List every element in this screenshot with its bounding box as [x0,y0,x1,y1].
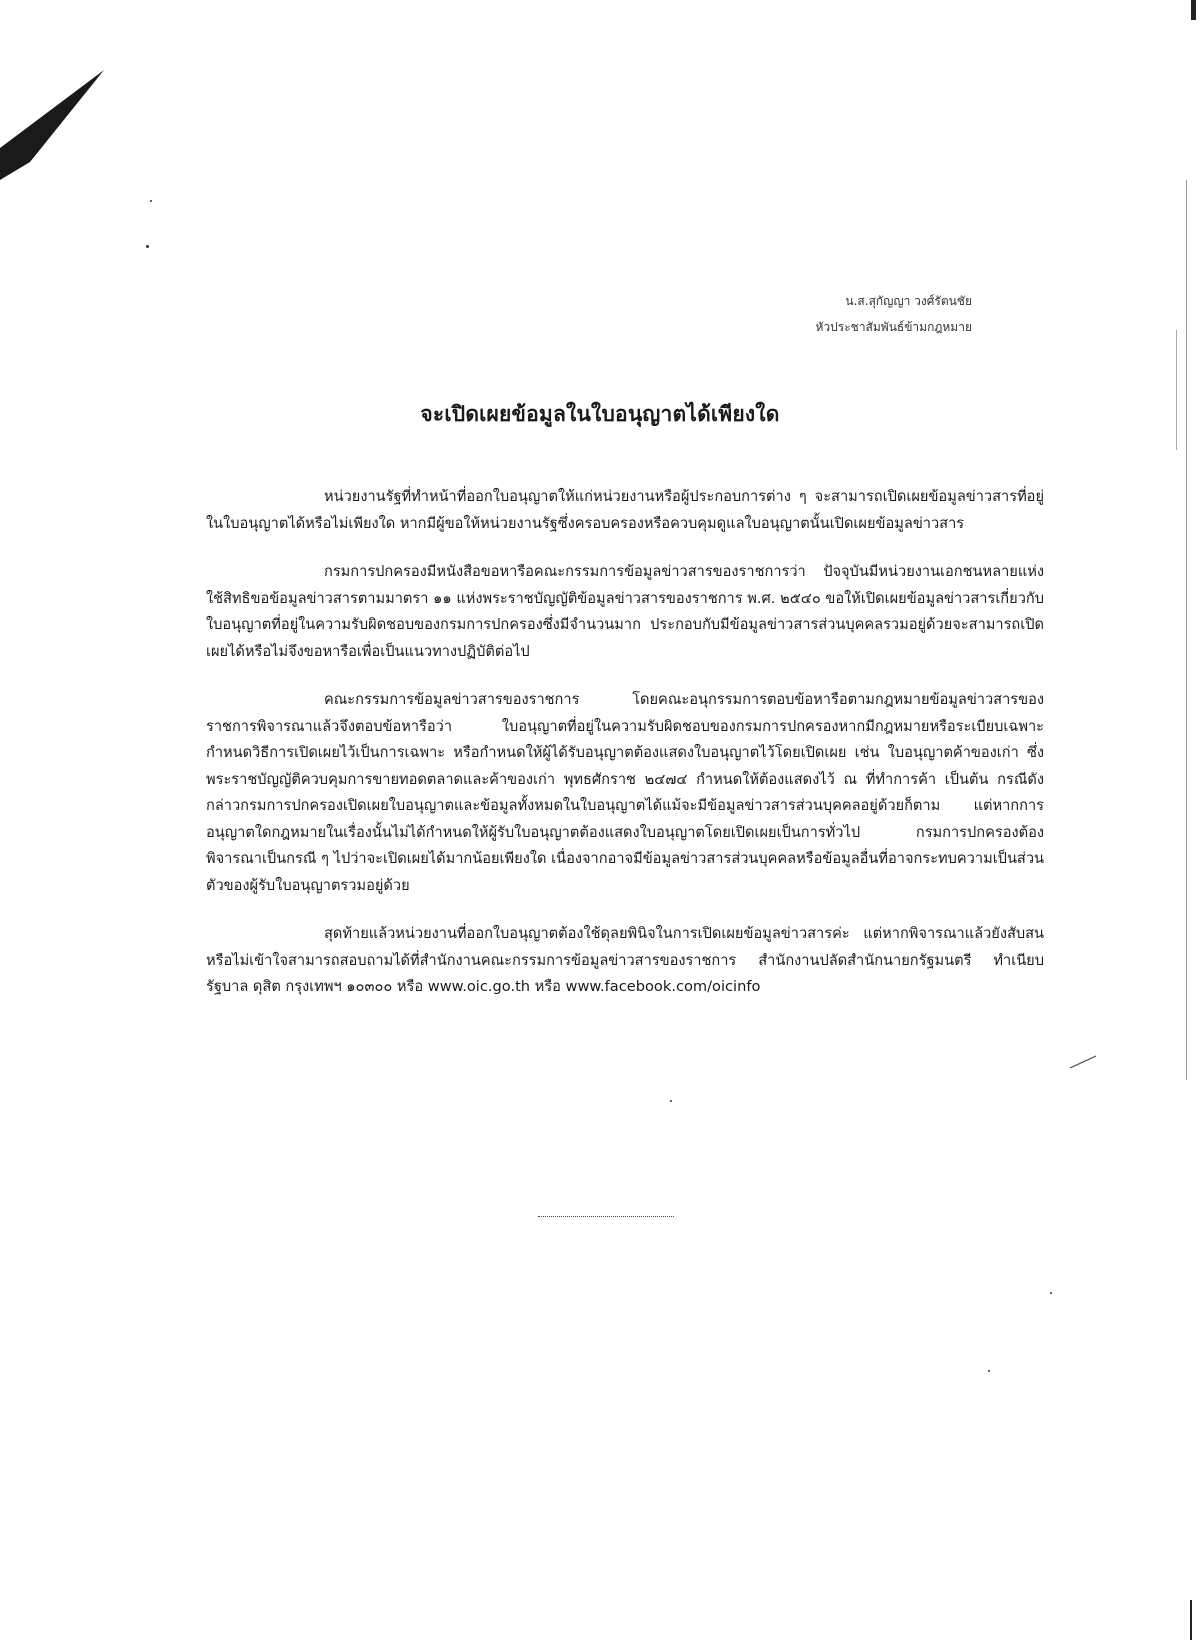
end-divider [538,1216,674,1217]
folded-corner-mark [0,70,120,180]
author-block [816,288,972,340]
document-title: จะเปิดเผยข้อมูลในใบอนุญาตได้เพียงใด [420,402,780,426]
scan-speck [146,245,149,248]
document-body [206,484,1044,1023]
scan-edge-line [1176,330,1177,450]
body-paragraph: คณะกรรมการข้อมูลข่าวสารของราชการ โดยคณะอนุกรรมการตอบข้อหารือตามกฎหมายข้อมูลข่าวสารของราชการพิจารณาแล้วจึงตอบข้อหารือว่า ใบอนุญาตที่อยู่ในความรับผิดชอบของกรมการปกครองหากมีกฎหมายหรือระเบียบเฉพาะกำหนดวิธีการเปิดเผยไว้เป็นการเฉพาะ หรือกำหนดให้ผู้ได้รับอนุญาตต้องแสดงใบอนุญาตไว้โดยเปิดเผย เช่น ใบอนุญาตค้าของเก่า ซึ่งพระราชบัญญัติควบคุมการขายทอดตลาดและค้าของเก่า พุทธศักราช ๒๔๗๔ กำหนดให้ต้องแสดงไว้ ณ ที่ทำการค้า เป็นต้น กรณีดังกล่าวกรมการปกครองเปิดเผยใบอนุญาตและข้อมูลทั้งหมดในใบอนุญาตได้แม้จะมีข้อมูลข่าวสารส่วนบุคคลอยู่ด้วยก็ตาม แต่หากการอนุญาตใดกฎหมายในเรื่องนั้นไม่ได้กำหนดให้ผู้รับใบอนุญาตต้องแสดงใบอนุญาตโดยเปิดเผยเป็นการทั่วไป กรมการปกครองต้องพิจารณาเป็นกรณี ๆ ไปว่าจะเปิดเผยได้มากน้อยเพียงใด เนื่องจากอาจมีข้อมูลข่าวสารส่วนบุคคลหรือข้อมูลอื่นที่อาจกระทบความเป็นส่วนตัวของผู้รับใบอนุญาตรวมอยู่ด้วย [206,691,1044,894]
body-paragraph: กรมการปกครองมีหนังสือขอหารือคณะกรรมการข้อมูลข่าวสารของราชการว่า ปัจจุบันมีหน่วยงานเอกชนหลายแห่งใช้สิทธิขอข้อมูลข่าวสารตามมาตรา ๑๑ แห่งพระราชบัญญัติข้อมูลข่าวสารของราชการ พ.ศ. ๒๕๔๐ ขอให้เปิดเผยข้อมูลข่าวสารเกี่ยวกับใบอนุญาตที่อยู่ในความรับผิดชอบของกรมการปกครองซึ่งมีจำนวนมาก ประกอบกับมีข้อมูลข่าวสารส่วนบุคคลรวมอยู่ด้วยจะสามารถเปิดเผยได้หรือไม่จึงขอหารือเพื่อเป็นแนวทางปฏิบัติต่อไป [206,563,1044,660]
scan-edge-line [1186,180,1187,1080]
scan-edge-mark [1191,0,1196,20]
body-paragraph: หน่วยงานรัฐที่ทำหน้าที่ออกใบอนุญาตให้แก่หน่วยงานหรือผู้ประกอบการต่าง ๆ จะสามารถเปิดเผยข้อมูลข่าวสารที่อยู่ในใบอนุญาตได้หรือไม่เพียงใด หากมีผู้ขอให้หน่วยงานรัฐซึ่งครอบครองหรือควบคุมดูแลใบอนุญาตนั้นเปิดเผยข้อมูลข่าวสาร [206,488,1044,532]
scan-speck [1050,1292,1052,1294]
scan-speck [670,1100,672,1102]
scan-stroke-mark [1068,1052,1098,1072]
author-name: น.ส.สุกัญญา วงศ์รัตนชัย [845,294,972,308]
author-position: หัวประชาสัมพันธ์ข้ามกฎหมาย [815,320,972,334]
scan-speck [150,200,152,202]
scan-speck [988,1370,990,1372]
scan-edge-mark [1190,1600,1192,1640]
body-paragraph: สุดท้ายแล้วหน่วยงานที่ออกใบอนุญาตต้องใช้ดุลยพินิจในการเปิดเผยข้อมูลข่าวสารค่ะ แต่หากพิจารณาแล้วยังสับสนหรือไม่เข้าใจสามารถสอบถามได้ที่สำนักงานคณะกรรมการข้อมูลข่าวสารของราชการ สำนักงานปลัดสำนักนายกรัฐมนตรี ทำเนียบรัฐบาล ดุสิต กรุงเทพฯ ๑๐๓๐๐ หรือ www.oic.go.th หรือ www.facebook.com/oicinfo [206,925,1044,995]
